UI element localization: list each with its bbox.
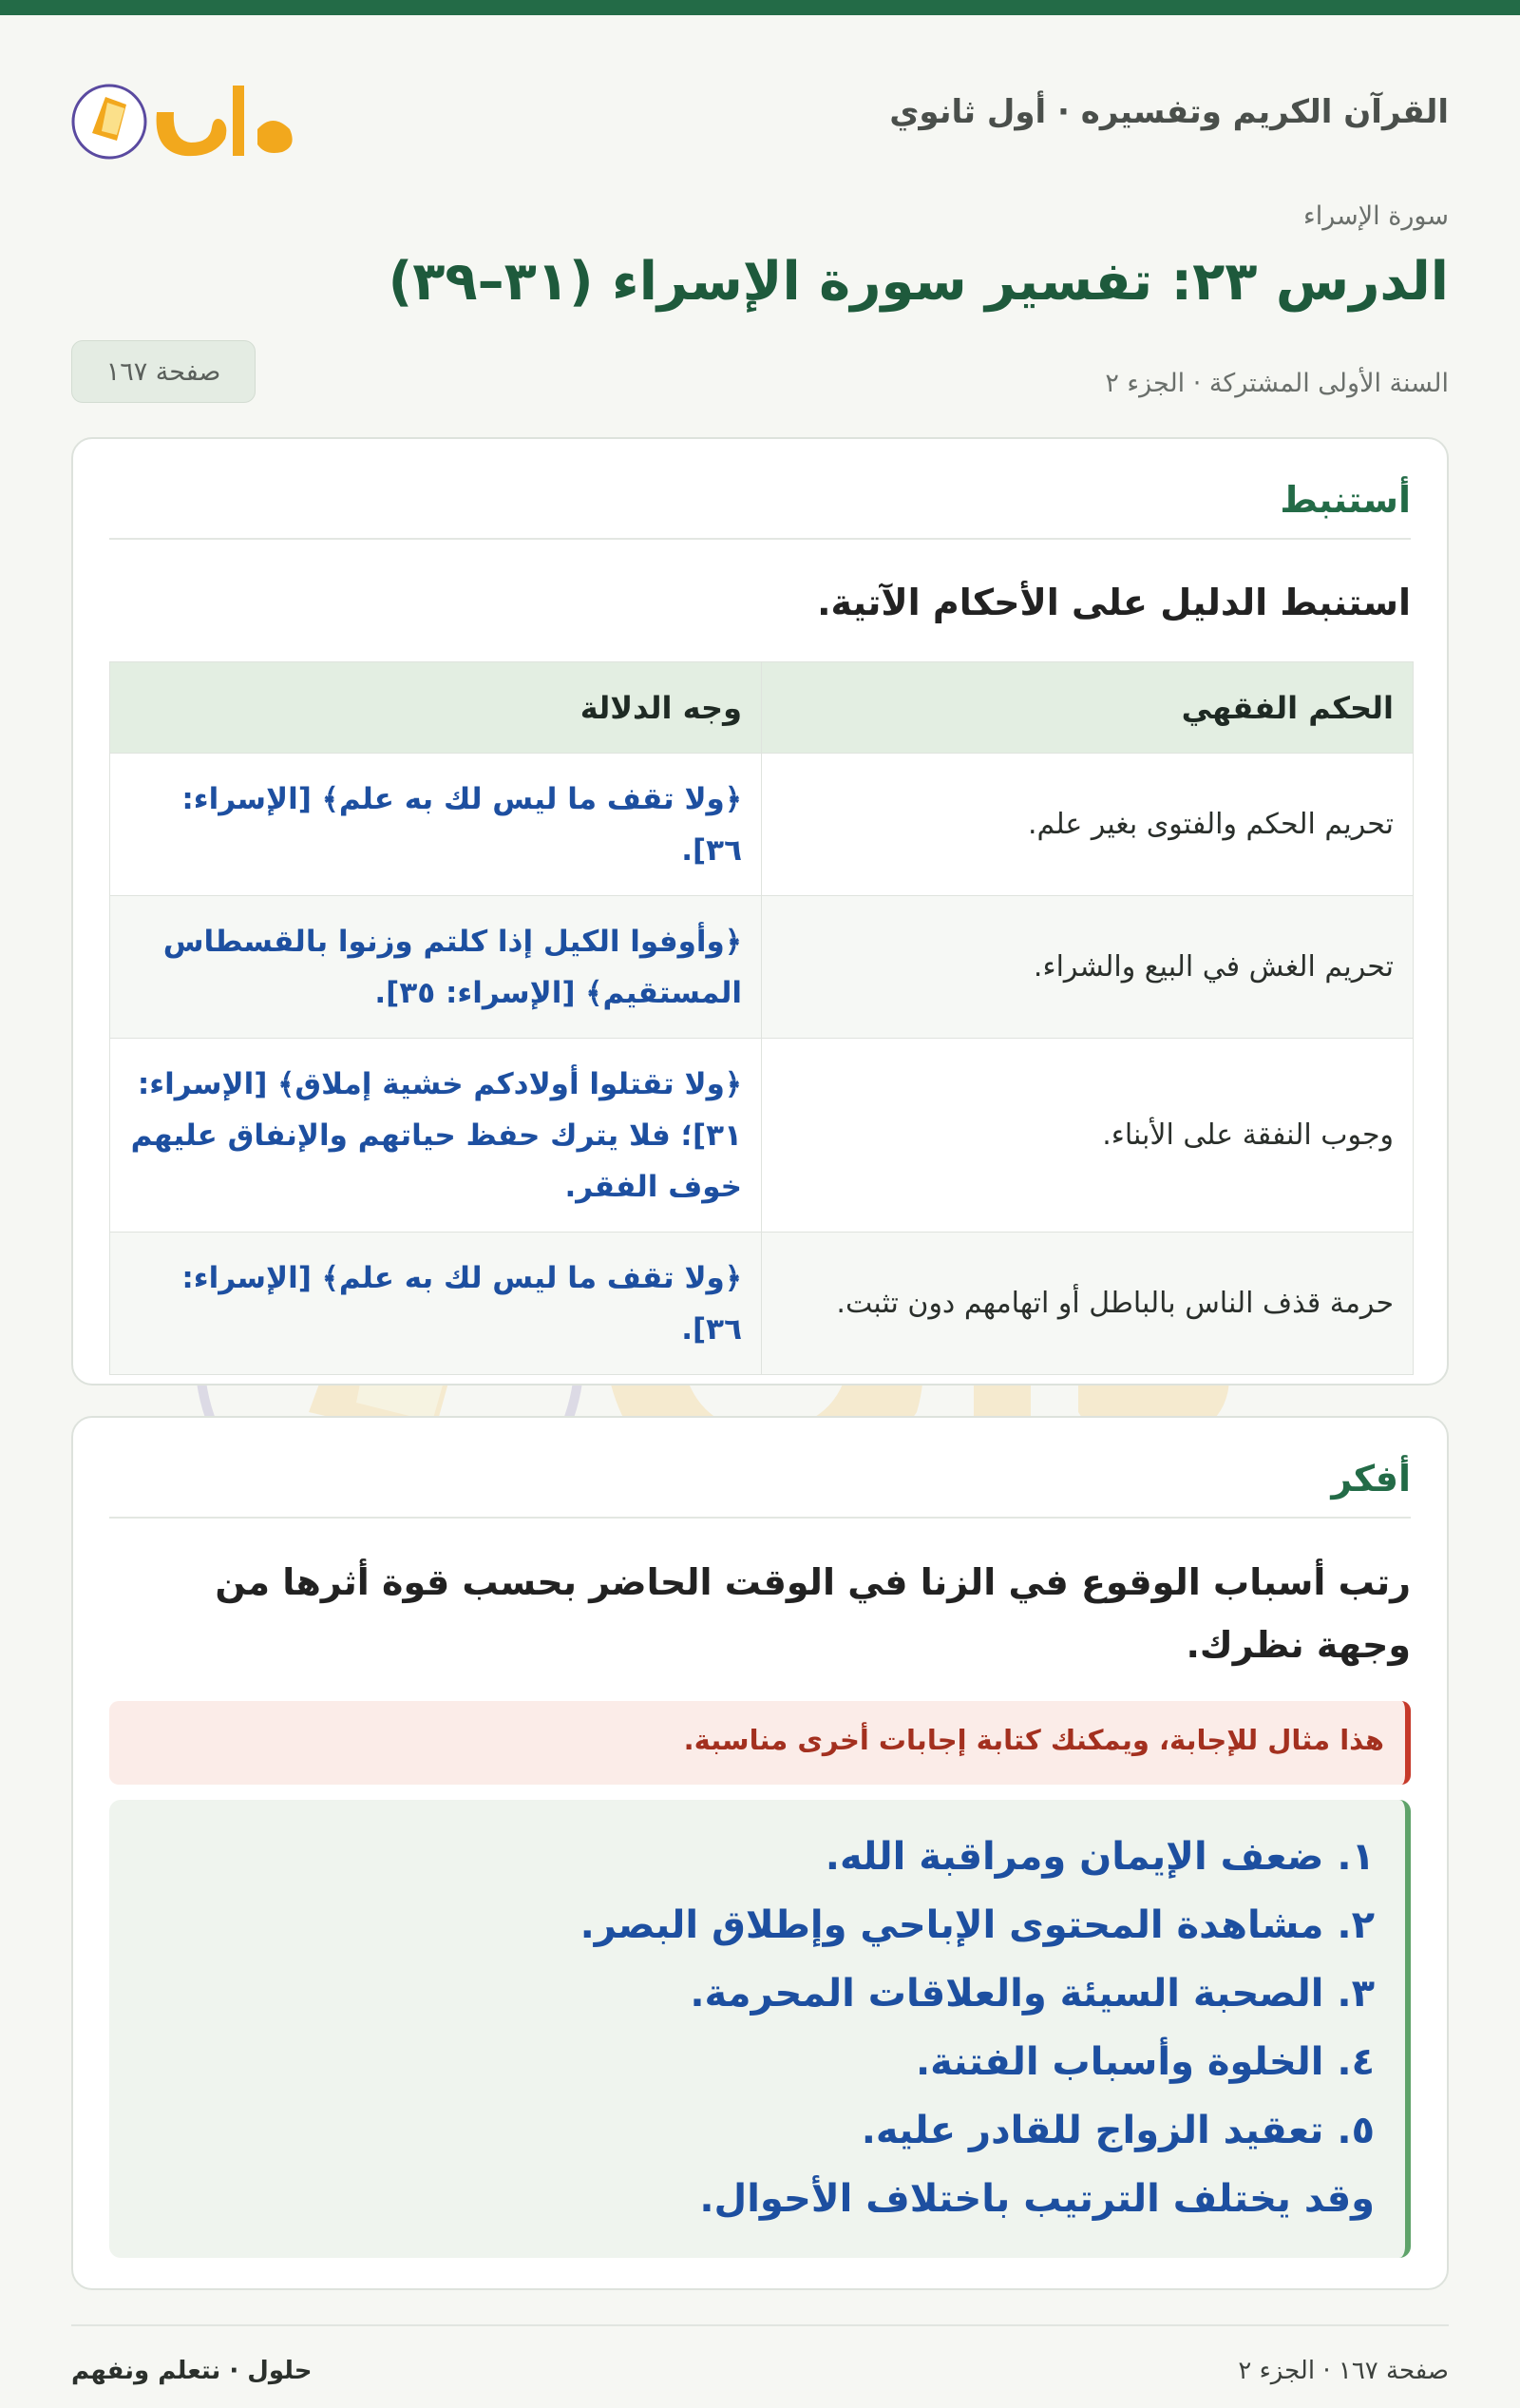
note-text: هذا مثال للإجابة، ويمكنك كتابة إجابات أخرى مناسبة.: [683, 1724, 1384, 1756]
course-title: القرآن الكريم وتفسيره · أول ثانوي: [889, 93, 1449, 131]
table-row: [110, 1233, 1414, 1375]
evidence-cell: ﴿ولا تقتلوا أولادكم خشية إملاق﴾ [الإسراء: ٣١]؛ فلا يترك حفظ حياتهم والإنفاق عليهم خوف الفقر.: [110, 1039, 762, 1233]
top-accent-bar: [0, 0, 1520, 15]
header: [71, 74, 1449, 169]
answer-box: [109, 1800, 1411, 2258]
page-number-badge: صفحة ١٦٧: [71, 340, 256, 403]
example-answer-note: [109, 1701, 1411, 1785]
list-item: وقد يختلف الترتيب باختلاف الأحوال.: [699, 2177, 1375, 2221]
section-heading: أفكر: [1331, 1458, 1411, 1500]
section-header: [109, 1458, 1411, 1519]
question-text: استنبط الدليل على الأحكام الآتية.: [817, 582, 1411, 623]
evidence-cell: ﴿ولا تقف ما ليس لك به علم﴾ [الإسراء: ٣٦].: [110, 754, 762, 896]
list-item: ١. ضعف الإيمان ومراقبة الله.: [825, 1835, 1375, 1879]
ruling-cell: وجوب النفقة على الأبناء.: [762, 1039, 1414, 1233]
column-header-evidence: وجه الدلالة: [110, 662, 762, 754]
table-row: [110, 896, 1414, 1039]
page: [71, 15, 1449, 2408]
section-header: [109, 479, 1411, 540]
table-row: [110, 754, 1414, 896]
section-heading: أستنبط: [1280, 479, 1411, 521]
ruling-cell: حرمة قذف الناس بالباطل أو اتهامهم دون تثبت.: [762, 1233, 1414, 1375]
footer-page-info: صفحة ١٦٧ · الجزء ٢: [1238, 2357, 1449, 2385]
list-item: ٥. تعقيد الزواج للقادر عليه.: [861, 2109, 1375, 2152]
lesson-meta: السنة الأولى المشتركة · الجزء ٢: [1105, 369, 1449, 398]
section-think-card: [71, 1416, 1449, 2290]
list-item: ٣. الصحبة السيئة والعلاقات المحرمة.: [690, 1972, 1375, 2016]
hulul-logo[interactable]: [71, 74, 318, 169]
ruling-cell: تحريم الغش في البيع والشراء.: [762, 896, 1414, 1039]
list-item: ٤. الخلوة وأسباب الفتنة.: [915, 2040, 1375, 2084]
footer: [71, 2324, 1449, 2387]
surah-label: سورة الإسراء: [1303, 201, 1449, 231]
page-title: الدرس ٢٣: تفسير سورة الإسراء (٣١–٣٩): [388, 251, 1449, 313]
ruling-cell: تحريم الحكم والفتوى بغير علم.: [762, 754, 1414, 896]
table-row: [110, 1039, 1414, 1233]
evidence-cell: ﴿وأوفوا الكيل إذا كلتم وزنوا بالقسطاس المستقيم﴾ [الإسراء: ٣٥].: [110, 896, 762, 1039]
list-item: ٢. مشاهدة المحتوى الإباحي وإطلاق البصر.: [580, 1903, 1375, 1947]
answer-list: [580, 1823, 1375, 2233]
evidence-cell: ﴿ولا تقف ما ليس لك به علم﴾ [الإسراء: ٣٦].: [110, 1233, 762, 1375]
footer-brand: حلول · نتعلم ونفهم: [71, 2357, 313, 2385]
section-deduce-card: [71, 437, 1449, 1386]
question-text: رتب أسباب الوقوع في الزنا في الوقت الحاضر بحسب قوة أثرها من وجهة نظرك.: [215, 1561, 1411, 1666]
rulings-table: [109, 661, 1414, 1375]
table-header-row: [110, 662, 1414, 754]
column-header-ruling: الحكم الفقهي: [762, 662, 1414, 754]
